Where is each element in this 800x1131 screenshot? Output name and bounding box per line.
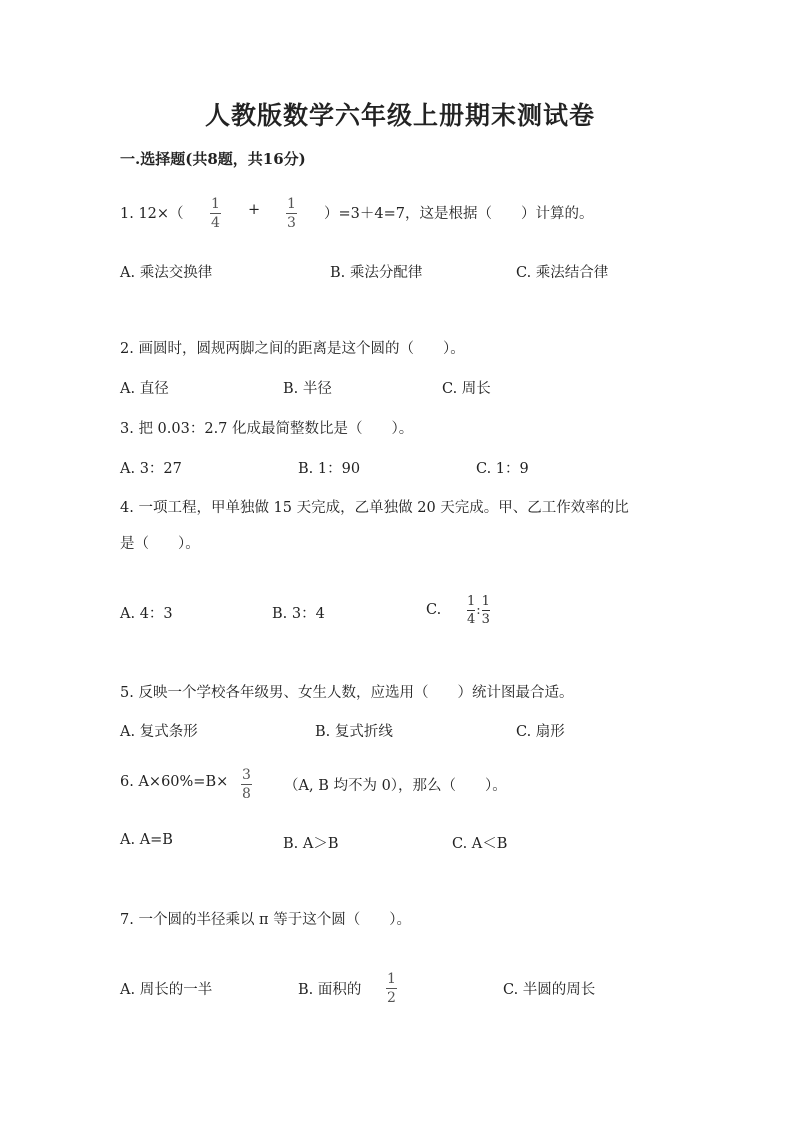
q2-option-c[interactable]: C. 周长 (442, 381, 491, 397)
q4-ratio-a-den: 4 (467, 612, 476, 627)
q7-text: 7. 一个圆的半径乘以 π 等于这个圆（ ）。 (120, 912, 411, 928)
q4-option-c-ratio (467, 595, 490, 626)
q6-prefix: 6. A×60%=B× (120, 774, 229, 790)
q7-frac-den: 2 (387, 990, 396, 1006)
q6-suffix: （A, B 均不为 0），那么（ ）。 (284, 778, 507, 794)
q6-frac-num: 3 (242, 767, 251, 783)
q3-option-b[interactable]: B. 1：90 (298, 461, 361, 477)
q7-option-c[interactable]: C. 半圆的周长 (503, 982, 596, 998)
q1-frac-b-den: 3 (287, 215, 296, 231)
q6-option-b[interactable]: B. A＞B (283, 836, 339, 852)
q1-option-c[interactable]: C. 乘法结合律 (516, 265, 609, 281)
q1-frac-a-num: 1 (211, 196, 220, 212)
q7-option-b-fraction (386, 972, 397, 1005)
q1-plus: + (248, 202, 261, 218)
q4-option-a[interactable]: A. 4：3 (120, 606, 173, 622)
q4-ratio-b-den: 3 (481, 612, 490, 627)
q7-option-b[interactable]: B. 面积的 (298, 982, 362, 998)
q2-option-b[interactable]: B. 半径 (283, 381, 332, 397)
q5-text: 5. 反映一个学校各年级男、女生人数，应选用（ ）统计图最合适。 (120, 685, 574, 701)
q1-frac-a-den: 4 (211, 215, 220, 231)
q4-text-line2: 是（ ）。 (120, 536, 200, 552)
q1-option-b[interactable]: B. 乘法分配律 (330, 265, 423, 281)
q1-suffix: ）=3＋4=7，这是根据（ ）计算的。 (324, 206, 594, 222)
q6-option-a[interactable]: A. A=B (120, 832, 173, 848)
q4-option-c[interactable]: C. (426, 602, 442, 618)
q1-option-a[interactable]: A. 乘法交换律 (120, 265, 213, 281)
q1-fraction-a (210, 197, 221, 230)
q2-option-a[interactable]: A. 直径 (120, 381, 169, 397)
q5-option-a[interactable]: A. 复式条形 (120, 724, 198, 740)
q5-option-c[interactable]: C. 扇形 (516, 724, 565, 740)
q6-frac-den: 8 (242, 786, 251, 802)
q4-option-b[interactable]: B. 3：4 (272, 606, 325, 622)
section-heading: 一.选择题(共8题，共16分) (120, 150, 306, 168)
fraction-bar (482, 610, 490, 611)
q1-fraction-b (286, 197, 297, 230)
page-title: 人教版数学六年级上册期末测试卷 (204, 101, 595, 130)
q3-text: 3. 把 0.03：2.7 化成最简整数比是（ ）。 (120, 421, 414, 437)
q6-fraction (241, 768, 252, 801)
q3-option-a[interactable]: A. 3：27 (120, 461, 182, 477)
q4-ratio-frac-b (482, 595, 490, 626)
q4-ratio-separator: : (476, 603, 481, 618)
q7-frac-num: 1 (387, 971, 396, 987)
q6-option-c[interactable]: C. A＜B (452, 836, 508, 852)
q4-ratio-frac-a (467, 595, 475, 626)
q3-option-c[interactable]: C. 1：9 (476, 461, 529, 477)
q4-text-line1: 4. 一项工程，甲单独做 15 天完成，乙单独做 20 天完成。甲、乙工作效率的比 (120, 500, 629, 516)
q1-frac-b-num: 1 (287, 196, 296, 212)
q4-ratio-b-num: 1 (481, 594, 490, 609)
fraction-bar (467, 610, 475, 611)
q5-option-b[interactable]: B. 复式折线 (315, 724, 393, 740)
q4-ratio-a-num: 1 (467, 594, 476, 609)
q2-text: 2. 画圆时，圆规两脚之间的距离是这个圆的（ ）。 (120, 341, 465, 357)
q1-prefix: 1. 12×（ (120, 206, 184, 222)
q7-option-a[interactable]: A. 周长的一半 (120, 982, 213, 998)
